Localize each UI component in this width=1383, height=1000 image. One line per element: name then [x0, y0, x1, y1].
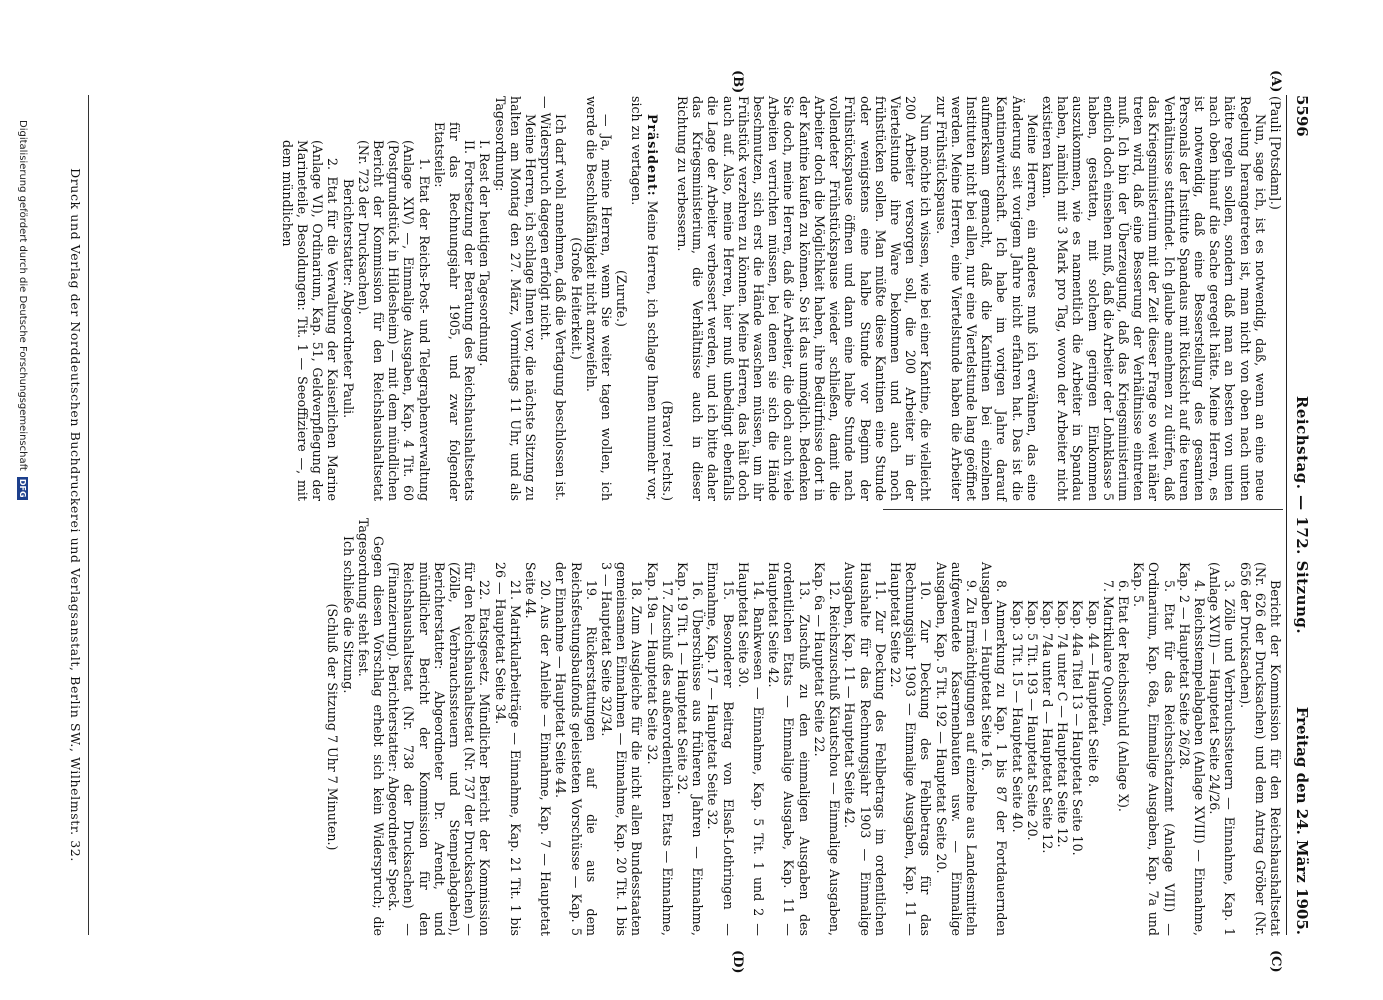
agenda-subitem: 14. Bankwesen — Einnahme, Kap. 5 Tit. 1 und 2 — Hauptetat Seite 30.: [735, 562, 767, 936]
margin-mark-a: (A): [1268, 70, 1283, 93]
agenda-subitem: 21. Matrikularbeiträge — Einnahme, Kap. 21 Tit. 1 bis 26 — Hauptetat Seite 34.: [492, 562, 523, 936]
paragraph: Nun möchte ich wissen, wie bei einer Kantine, die vielleicht 200 Arbeiter versorgen soll, die 200 Arbeiter in der Viertelstunde ihre Ware bekommen und auch noch frühstücken sollen. Man müßte diese Kantinen eine Stunde oder wenigstens eine halbe Stunde vor Beginn der Frühstückspause öffnen und dann eine halbe Stunde nach vollendeter Frühstückspause wieder schließen, damit die Arbeiter doch die Möglichkeit haben, ihre Bedürfnisse dort in der Kantine kaufen zu können. So ist das unmöglich. Bedenken Sie doch, meine Herren, daß die Arbeiter, die doch auch viele Arbeiten verrichten müssen, bei denen sie sich die Hände beschmutzen, sich erst die Hände waschen müssen, um ihr Frühstück verzehren zu können. Meine Herren, das hält doch auch auf. Also, meine Herren, hier muß unbedingt ebenfalls die Lage der Arbeiter verbessert werden, und ich bitte daher das Kriegsministerium, die Verhältnisse auch in dieser Richtung zu verbessern.: [675, 96, 934, 501]
agenda-subitem: 10. Zur Deckung des Fehlbetrags für das Rechnungsjahr 1903 — Einmalige Ausgaben, Kap. 11 — Hauptetat Seite 22.: [887, 562, 934, 936]
agenda-subitem: 8. Anmerkung zu Kap. 1 bis 87 der Fortdauernden Ausgaben — Hauptetat Seite 16.: [979, 562, 1010, 936]
page-number: 5596: [1293, 95, 1311, 137]
quota-line: Kap. 44 — Hauptetat Seite 8.: [1085, 600, 1101, 788]
quota-line: Kap. 5 Tit. 193 — Hauptetat Seite 20.: [1024, 600, 1040, 841]
agenda-subitem: 22. Etatsgesetz. Mündlicher Bericht der Kommission für den Reichshaushaltsetat (Nr. 737 der Drucksachen) — (Zölle, Verbrauchssteuern und Stempelabgaben), Berichterstatter: Abgeordneter Dr. Arendt, und mündlicher Bericht der Kommission für den Reichshaushaltsetat (Nr. 738 der Drucksachen) — (Finanzierung). Berichterstatter: Abgeordneter Speck.: [386, 562, 493, 936]
paragraph: Meine Herren, ein anderes muß ich erwähnen, das eine Änderung seit vorigem Jahre nicht erfahren hat. Das ist die Kantinenwirtschaft. Ich habe im vorigen Jahre darauf aufmerksam gemacht, daß die Kantinen bei einzelnen Instituten nicht bei allen, nur eine Viertelstunde lang geöffnet werden. Meine Herren, eine Viertelstunde haben die Arbeiter zur Frühstückspause.: [933, 96, 1040, 501]
agenda-subitem: 3. Zölle und Verbrauchssteuern — Einnahme, Kap. 1 (Anlage XVII) — Hauptetat Seite 24/26.: [1207, 562, 1238, 936]
session-end-note: (Schluß der Sitzung 7 Uhr 7 Minuten.): [325, 603, 341, 851]
agenda-subitem: 16. Überschüsse aus früheren Jahren — Einnahme, Kap. 19 Tit. 1 — Hauptetat Seite 32.: [675, 562, 706, 936]
digitization-note: [17, 120, 28, 1000]
quota-line: Kap. 74 unter C — Hauptetat Seite 12.: [1055, 600, 1071, 848]
applause-note: (Bravo! rechts.): [659, 400, 675, 501]
agenda-item: II. Fortsetzung der Beratung des Reichshaushaltsetats für das Rechnungsjahr 1905, und zwar folgender Etatsteile:: [431, 122, 478, 501]
quota-line: Kap. 44a Titel 13 — Hauptetat Seite 10.: [1070, 600, 1086, 856]
agenda-subitem: 1. Etat der Reichs-Post- und Telegraphenverwaltung (Anlage XIV) —, Einmalige Ausgaben, Kap. 4 Tit. 60 (Postgrundstück in Hildesheim) — mit dem mündlichen Bericht der Kommission für den Reichshaushaltsetat (Nr. 723 der Drucksachen).: [355, 140, 432, 501]
quota-line: Kap. 3 Tit. 15 — Hauptetat Seite 40.: [1009, 600, 1025, 833]
speech-text: Meine Herren, ich schlage Ihnen nunmehr vor, sich zu vertagen.: [629, 96, 660, 501]
closing-paragraph: Ich schließe die Sitzung.: [340, 536, 356, 694]
agenda-subitem: 18. Zum Ausgleiche für die nicht allen Bundesstaaten gemeinsamen Einnahmen — Einnahme, Kap. 20 Tit. 1 bis 3 — Hauptetat Seite 32/34.: [599, 562, 645, 936]
paragraph: Meine Herren, ich schlage Ihnen vor, die nächste Sitzung zu halten am Montag den 27. März, Vormittags 11 Uhr, und als Tagesordnung:: [492, 96, 539, 501]
quota-line: Kap. 74a unter d — Hauptetat Seite 12.: [1039, 600, 1055, 854]
agenda-subitem: 9. Zu Ermächtigungen auf einzelne aus Landesmitteln aufgewendete Kasernenbauten usw. — Einmalige Ausgaben, Kap. 5 Tit. 192 — Hauptetat Seite 20.: [933, 562, 979, 936]
agenda-subitem: 12. Reichszuschuß Kiautschou — Einmalige Ausgaben, Kap. 6a — Hauptetat Seite 22.: [811, 562, 843, 936]
agenda-subitem: 17. Zuschuß des außerordentlichen Etats — Einnahme, Kap. 19a — Hauptetat Seite 32.: [644, 562, 675, 936]
margin-mark-d: (D): [730, 950, 745, 974]
reporter-line: Berichterstatter: Abgeordneter Pauli.: [340, 178, 356, 419]
footer-rule: [88, 95, 89, 935]
agenda-item: I. Rest der heutigen Tagesordnung.: [477, 140, 493, 367]
paragraph: Ich darf wohl annehmen, daß die Vertagung beschlossen ist. — Widerspruch dagegen erfolgt nicht.: [538, 96, 569, 501]
agenda-subitem: 15. Besonderer Beitrag von Elsaß-Lothringen — Einnahme, Kap. 17 — Hauptetat Seite 32.: [705, 562, 736, 936]
paragraph: — Ja, meine Herren, wenn Sie weiter tagen wollen, ich werde die Beschlußfähigkeit nicht anzweifeln.: [583, 96, 615, 501]
margin-mark-b: (B): [730, 70, 745, 94]
digitization-text: Digitalisierung gefördert durch die Deutsche Forschungsgemeinschaft: [17, 120, 28, 471]
agenda-subitem: 5. Etat für das Reichsschatzamt (Anlage VIII) — Ordinarium, Kap. 68a, Einmalige Ausgaben, Kap. 7a und Kap. 5.: [1131, 562, 1177, 936]
header-rule: [1286, 95, 1287, 935]
laughter-note: (Große Heiterkeit.): [568, 237, 584, 360]
agenda-subitem: 4. Reichsstempelabgaben (Anlage XVIII) — Einnahme, Kap. 2 — Hauptetat Seite 26/28.: [1176, 562, 1207, 936]
agenda-subitem: 20. Aus der Anleihe — Einnahme, Kap. 7 — Hauptetat Seite 44.: [523, 562, 554, 936]
agenda-subitem: 19. Rückerstattungen auf die aus dem Reichsfestungsbaufonds geleisteten Vorschüsse — Kap. 5 der Einnahme — Hauptetat Seite 44.: [553, 562, 599, 936]
right-column: [325, 518, 1283, 936]
interjection-note: (Zurufe.): [614, 270, 630, 327]
president-paragraph: [629, 96, 659, 501]
speaker-intro: (Pauli [Potsdam].): [1268, 96, 1283, 210]
continued-text: Bericht der Kommission für den Reichshaushaltsetat (Nr. 626 der Drucksachen) und dem Antrag Gröber (Nr. 656 der Drucksachen).: [1237, 562, 1283, 936]
left-column: [280, 96, 1283, 501]
agenda-subitem: 7. Matrikulare Quoten,: [1100, 580, 1116, 727]
margin-mark-c: (C): [1268, 950, 1283, 973]
dfg-logo-icon: DFG: [18, 478, 27, 498]
speaker-label: Präsident:: [644, 114, 660, 197]
agenda-subitem: 2. Etat für die Verwaltung der Kaiserlichen Marine (Anlage VI), Ordinarium, Kap. 51, Geldverpflegung der Marineteile, Besoldungen: Tit. 1 — Seeoffiziere —, mit dem mündlichen: [279, 140, 341, 501]
session-date: Freitag den 24. März 1905.: [1293, 706, 1311, 935]
page-header: [1289, 95, 1311, 935]
agenda-subitem: 11. Zur Deckung des Fehlbetrags im ordentlichen Haushalte für das Rechnungsjahr 1903 — Einmalige Ausgaben, Kap. 11 — Hauptetat Seite 42.: [842, 562, 888, 936]
column-divider: [883, 509, 1283, 510]
closing-paragraph: Gegen diesen Vorschlag erhebt sich kein Widerspruch; die Tagesordnung steht fest.: [355, 518, 387, 936]
printer-imprint: Druck und Verlag der Norddeutschen Buchdruckerei und Verlagsanstalt, Berlin SW., Wilhelmstr. 32.: [68, 168, 83, 862]
agenda-subitem: 13. Zuschuß zu den einmaligen Ausgaben des ordentlichen Etats — Einmalige Ausgabe, Kap. 11 — Hauptetat Seite 42.: [766, 562, 812, 936]
agenda-subitem: 6. Etat der Reichsschuld (Anlage X).: [1115, 580, 1131, 812]
session-title: Reichstag. — 172. Sitzung.: [1293, 395, 1311, 635]
paragraph: Nun, sage ich, ist es notwendig, daß, wenn an eine neue Regelung herangetreten ist, man nicht von oben nach unten hätte regeln sollen, sondern daß man an besten von unten nach oben hinauf die Sache geregelt hätte. Meine Herren, es ist notwendig, daß eine Besserstellung des gesamten Personals der Institute Spandaus mit Rücksicht auf die teuren Verhältnisse stattfindet. Ich glaube annehmen zu dürfen, daß das Kriegsministerium mit der Zeit dieser Frage so weit näher treten wird, daß eine Besserung der Verhältnisse eintreten muß. Ich bin der Überzeugung, daß das Kriegsministerium endlich doch einsehen muß, daß die Arbeiter der Lohnklasse 5 haben, gestatten, mit solchem geringen Einkommen auszukommen, wie es namentlich die Arbeiter in Spandau haben, nämlich mit 3 Mark pro Tag, wovon der Arbeiter nicht existieren kann.: [1039, 96, 1268, 501]
